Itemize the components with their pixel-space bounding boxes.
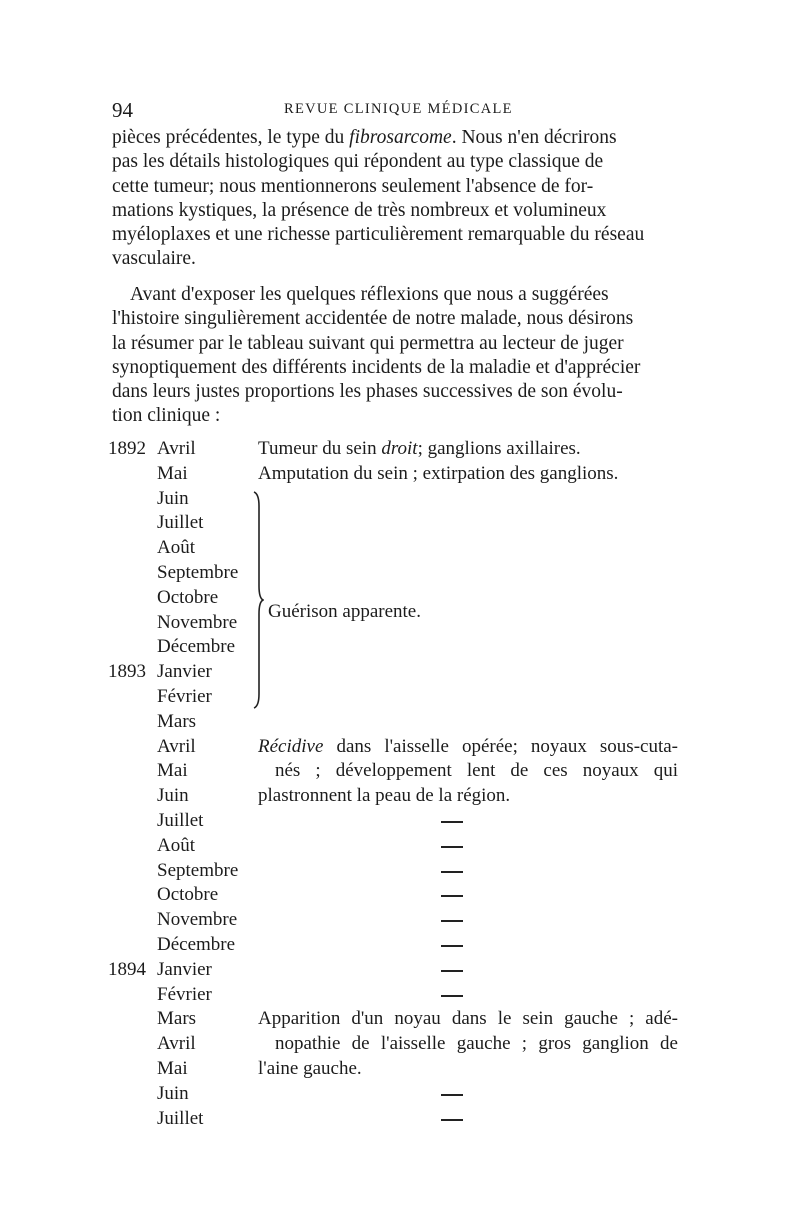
paragraph-intro-table bbox=[112, 283, 688, 429]
ditto-dash bbox=[441, 995, 463, 997]
timeline-event: Apparition d'un noyau dans le sein gauche ; adé- bbox=[258, 1008, 678, 1030]
timeline-row bbox=[0, 1032, 800, 1057]
paragraph-histology bbox=[112, 126, 688, 272]
ditto-dash bbox=[441, 920, 463, 922]
timeline-row bbox=[0, 933, 800, 958]
timeline-row bbox=[0, 759, 800, 784]
timeline-row bbox=[0, 834, 800, 859]
timeline-month: Juin bbox=[157, 487, 189, 509]
timeline-event: l'aine gauche. bbox=[258, 1058, 362, 1079]
timeline-event: nopathie de l'aisselle gauche ; gros ganglion de bbox=[275, 1033, 678, 1055]
ditto-dash bbox=[441, 846, 463, 848]
text-line: pas les détails histologiques qui répondent au type classique de bbox=[112, 151, 604, 173]
timeline-month: Janvier bbox=[157, 661, 212, 683]
timeline-month: Mars bbox=[157, 710, 197, 732]
timeline-event: Amputation du sein ; extirpation des ganglions. bbox=[258, 462, 619, 484]
page-number: 94 bbox=[112, 98, 133, 122]
timeline-row bbox=[0, 685, 800, 710]
timeline-row bbox=[0, 1082, 800, 1107]
text-line: dans leurs justes proportions les phases successives de son évolu- bbox=[112, 381, 623, 403]
ditto-dash bbox=[441, 895, 463, 897]
timeline-row bbox=[0, 462, 800, 487]
timeline-row bbox=[0, 487, 800, 512]
timeline-row bbox=[0, 437, 800, 462]
timeline-month: Janvier bbox=[157, 958, 212, 980]
timeline-month: Décembre bbox=[157, 934, 236, 955]
timeline-row bbox=[0, 1007, 800, 1032]
timeline-month: Août bbox=[157, 834, 195, 856]
timeline-event: Récidive dans l'aisselle opérée; noyaux sous-cuta- bbox=[258, 735, 678, 757]
curly-brace bbox=[250, 490, 264, 710]
ditto-dash bbox=[441, 871, 463, 873]
running-title: REVUE CLINIQUE MÉDICALE bbox=[284, 101, 513, 117]
timeline-row bbox=[0, 536, 800, 561]
text-line: myéloplaxes et une richesse particulièrement remarquable du réseau bbox=[112, 224, 645, 246]
timeline-month: Juillet bbox=[157, 512, 204, 534]
timeline-event: nés ; développement lent de ces noyaux qui bbox=[275, 760, 678, 782]
timeline-year: 1894 bbox=[108, 958, 146, 980]
timeline-month: Juillet bbox=[157, 1107, 204, 1129]
timeline-row bbox=[0, 883, 800, 908]
timeline-row bbox=[0, 710, 800, 735]
timeline-month: Août bbox=[157, 537, 195, 559]
timeline-row bbox=[0, 1107, 800, 1132]
text-line: la résumer par le tableau suivant qui permettra au lecteur de juger bbox=[112, 332, 624, 354]
ditto-dash bbox=[441, 1094, 463, 1096]
text-line: cette tumeur; nous mentionnerons seulement l'absence de for- bbox=[112, 175, 594, 197]
timeline-month: Avril bbox=[157, 1033, 196, 1055]
timeline-row bbox=[0, 859, 800, 884]
timeline-month: Avril bbox=[157, 438, 196, 459]
bracket-label: Guérison apparente. bbox=[268, 601, 421, 622]
ditto-dash bbox=[441, 821, 463, 823]
text-line: Avant d'exposer les quelques réflexions que nous a suggérées bbox=[130, 284, 609, 305]
timeline-row bbox=[0, 809, 800, 834]
text-line: synoptiquement des différents incidents de la maladie et d'apprécier bbox=[112, 356, 641, 378]
timeline-month: Septembre bbox=[157, 562, 239, 583]
timeline-month: Décembre bbox=[157, 636, 236, 658]
timeline-row bbox=[0, 958, 800, 983]
ditto-dash bbox=[441, 970, 463, 972]
ditto-dash bbox=[441, 1119, 463, 1121]
text-line: pièces précédentes, le type du fibrosarcome. Nous n'en décrirons bbox=[112, 127, 617, 148]
timeline-row bbox=[0, 635, 800, 660]
page-header bbox=[112, 98, 688, 122]
timeline-month: Avril bbox=[157, 735, 196, 757]
timeline-row bbox=[0, 511, 800, 536]
timeline-month: Octobre bbox=[157, 586, 219, 608]
timeline-row bbox=[0, 908, 800, 933]
timeline-row bbox=[0, 784, 800, 809]
timeline-row bbox=[0, 660, 800, 685]
timeline-month: Septembre bbox=[157, 859, 239, 881]
timeline-month: Mai bbox=[157, 1058, 188, 1079]
timeline-month: Mai bbox=[157, 760, 188, 782]
text-line: l'histoire singulièrement accidentée de notre malade, nous désirons bbox=[112, 308, 634, 330]
timeline-row bbox=[0, 735, 800, 760]
timeline-month: Juin bbox=[157, 785, 189, 807]
timeline-month: Juillet bbox=[157, 810, 204, 831]
timeline-event: plastronnent la peau de la région. bbox=[258, 785, 511, 807]
timeline-month: Novembre bbox=[157, 909, 238, 931]
timeline-month: Mai bbox=[157, 462, 188, 484]
timeline-month: Juin bbox=[157, 1082, 189, 1104]
timeline-row bbox=[0, 1057, 800, 1082]
ditto-dash bbox=[441, 945, 463, 947]
text-line: vasculaire. bbox=[112, 248, 196, 270]
timeline-month: Octobre bbox=[157, 884, 219, 906]
timeline-event: Tumeur du sein droit; ganglions axillaires. bbox=[258, 438, 581, 459]
text-line: tion clinique : bbox=[112, 405, 221, 427]
timeline-year: 1892 bbox=[108, 438, 146, 459]
timeline-month: Février bbox=[157, 983, 212, 1005]
text-line: mations kystiques, la présence de très nombreux et volumineux bbox=[112, 199, 607, 221]
timeline-row bbox=[0, 983, 800, 1008]
timeline-month: Mars bbox=[157, 1008, 197, 1030]
timeline-row bbox=[0, 561, 800, 586]
timeline-month: Novembre bbox=[157, 611, 238, 633]
timeline-year: 1893 bbox=[108, 661, 146, 683]
timeline-month: Février bbox=[157, 686, 212, 707]
